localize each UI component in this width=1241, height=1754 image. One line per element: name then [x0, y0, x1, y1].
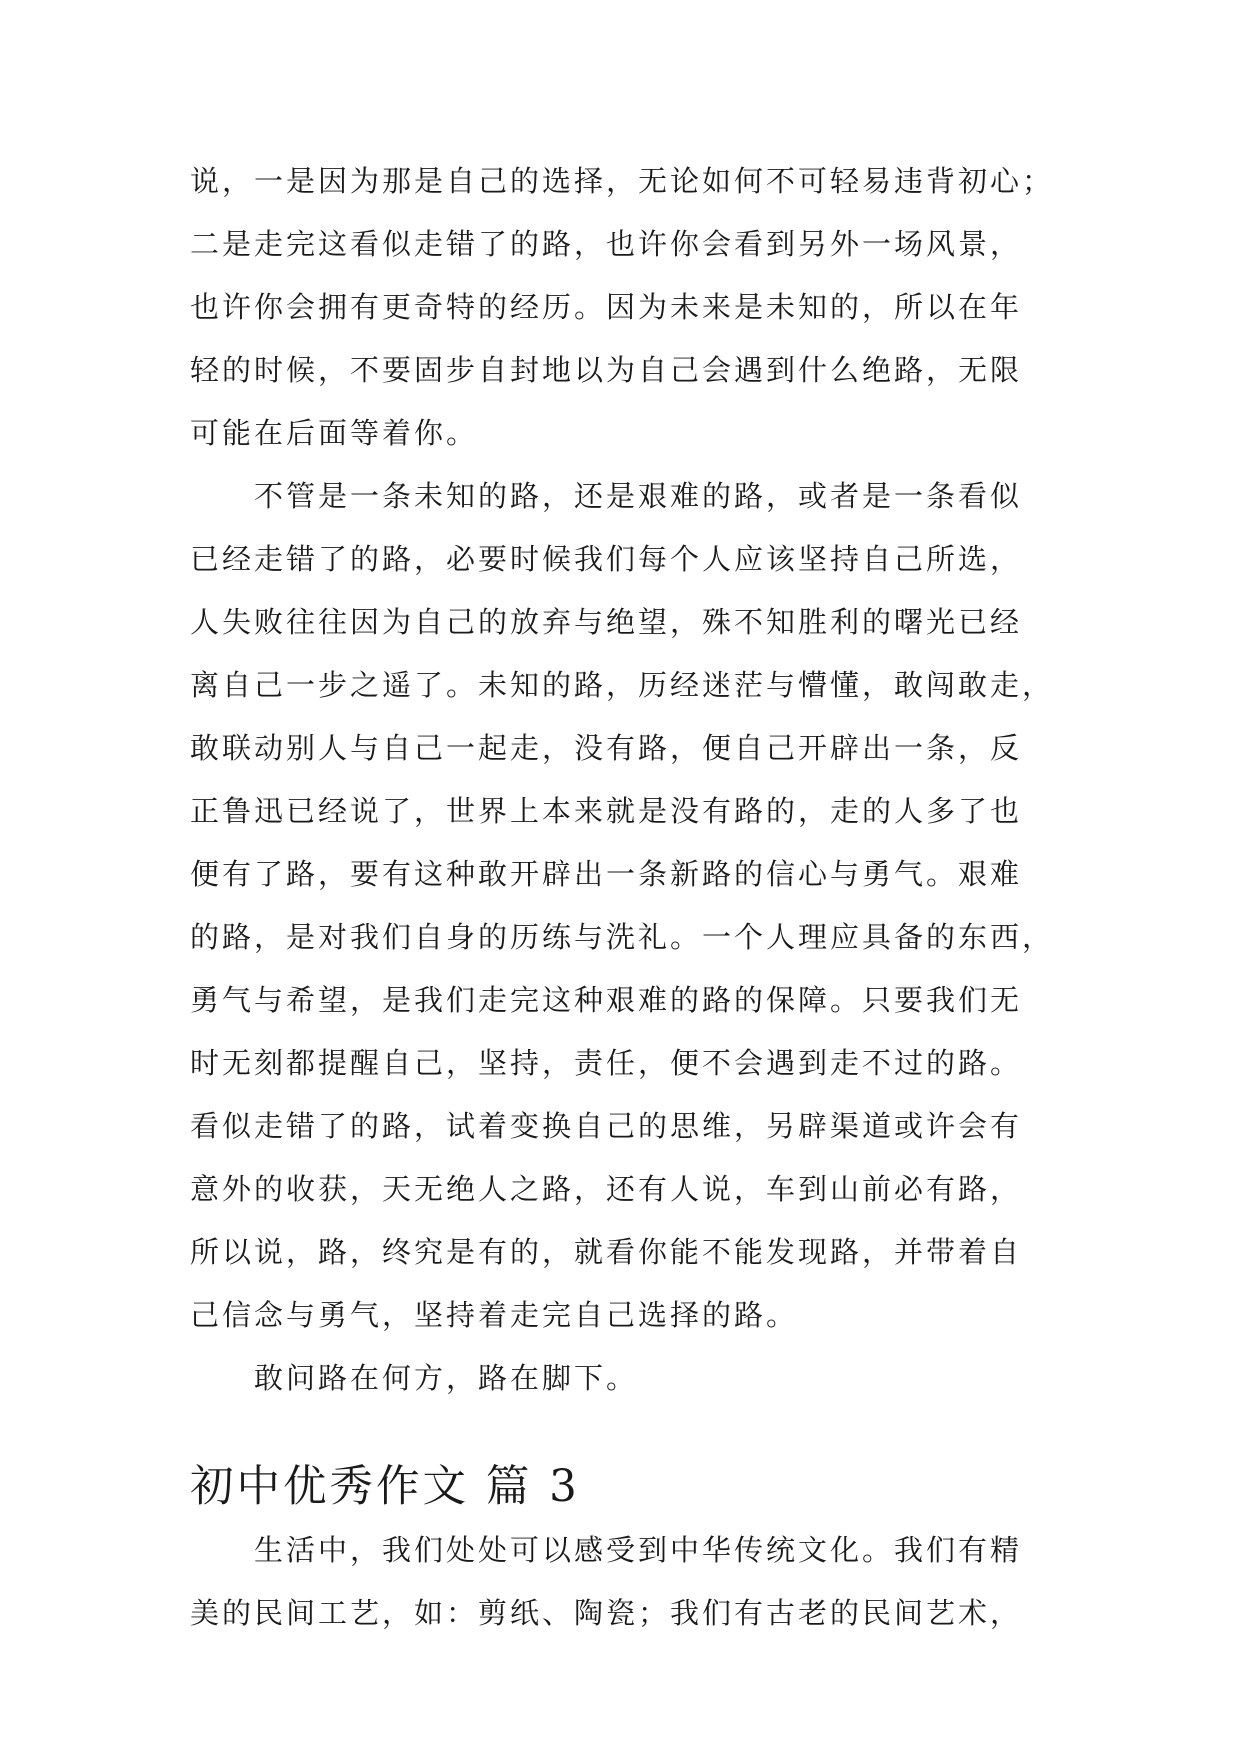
text-line: 时无刻都提醒自己，坚持，责任，便不会遇到走不过的路。 [190, 1046, 1023, 1080]
text-line: 生活中，我们处处可以感受到中华传统文化。我们有精 [254, 1533, 1023, 1567]
section-spacer [190, 1410, 1052, 1456]
section-heading [190, 1456, 1052, 1519]
text-line: 敢问路在何方，路在脚下。 [254, 1361, 639, 1395]
text-line: 敢联动别人与自己一起走，没有路，便自己开辟出一条，反 [190, 731, 1023, 765]
text-line: 轻的时候，不要固步自封地以为自己会遇到什么绝路，无限 [190, 353, 1023, 387]
section-heading-text: 初中优秀作文 篇 3 [190, 1462, 580, 1512]
text-line: 也许你会拥有更奇特的经历。因为未来是未知的，所以在年 [190, 290, 1023, 324]
text-line: 意外的收获，天无绝人之路，还有人说，车到山前必有路， [190, 1172, 1023, 1206]
text-line: 说，一是因为那是自己的选择，无论如何不可轻易违背初心； [190, 164, 1055, 198]
text-line: 正鲁迅已经说了，世界上本来就是没有路的，走的人多了也 [190, 794, 1023, 828]
text-line: 便有了路，要有这种敢开辟出一条新路的信心与勇气。艰难 [190, 857, 1023, 891]
text-line: 不管是一条未知的路，还是艰难的路，或者是一条看似 [254, 479, 1023, 513]
text-line: 美的民间工艺，如：剪纸、陶瓷；我们有古老的民间艺术， [190, 1596, 1023, 1630]
paragraph-2 [190, 465, 1055, 1347]
text-line: 勇气与希望，是我们走完这种艰难的路的保障。只要我们无 [190, 983, 1023, 1017]
text-line: 已经走错了的路，必要时候我们每个人应该坚持自己所选， [190, 542, 1023, 576]
text-line: 离自己一步之遥了。未知的路，历经迷茫与懵懂，敢闯敢走， [190, 668, 1055, 702]
text-line: 看似走错了的路，试着变换自己的思维，另辟渠道或许会有 [190, 1109, 1023, 1143]
text-line: 所以说，路，终究是有的，就看你能不能发现路，并带着自 [190, 1235, 1023, 1269]
text-line: 的路，是对我们自身的历练与洗礼。一个人理应具备的东西， [190, 920, 1055, 954]
text-line: 可能在后面等着你。 [190, 416, 479, 450]
document-page [190, 150, 1055, 1645]
text-line: 己信念与勇气，坚持着走完自己选择的路。 [190, 1298, 799, 1332]
text-line: 二是走完这看似走错了的路，也许你会看到另外一场风景， [190, 227, 1023, 261]
text-line: 人失败往往因为自己的放弃与绝望，殊不知胜利的曙光已经 [190, 605, 1023, 639]
paragraph-4 [190, 1519, 1052, 1645]
paragraph-1 [190, 150, 1055, 465]
paragraph-3 [190, 1347, 1052, 1410]
